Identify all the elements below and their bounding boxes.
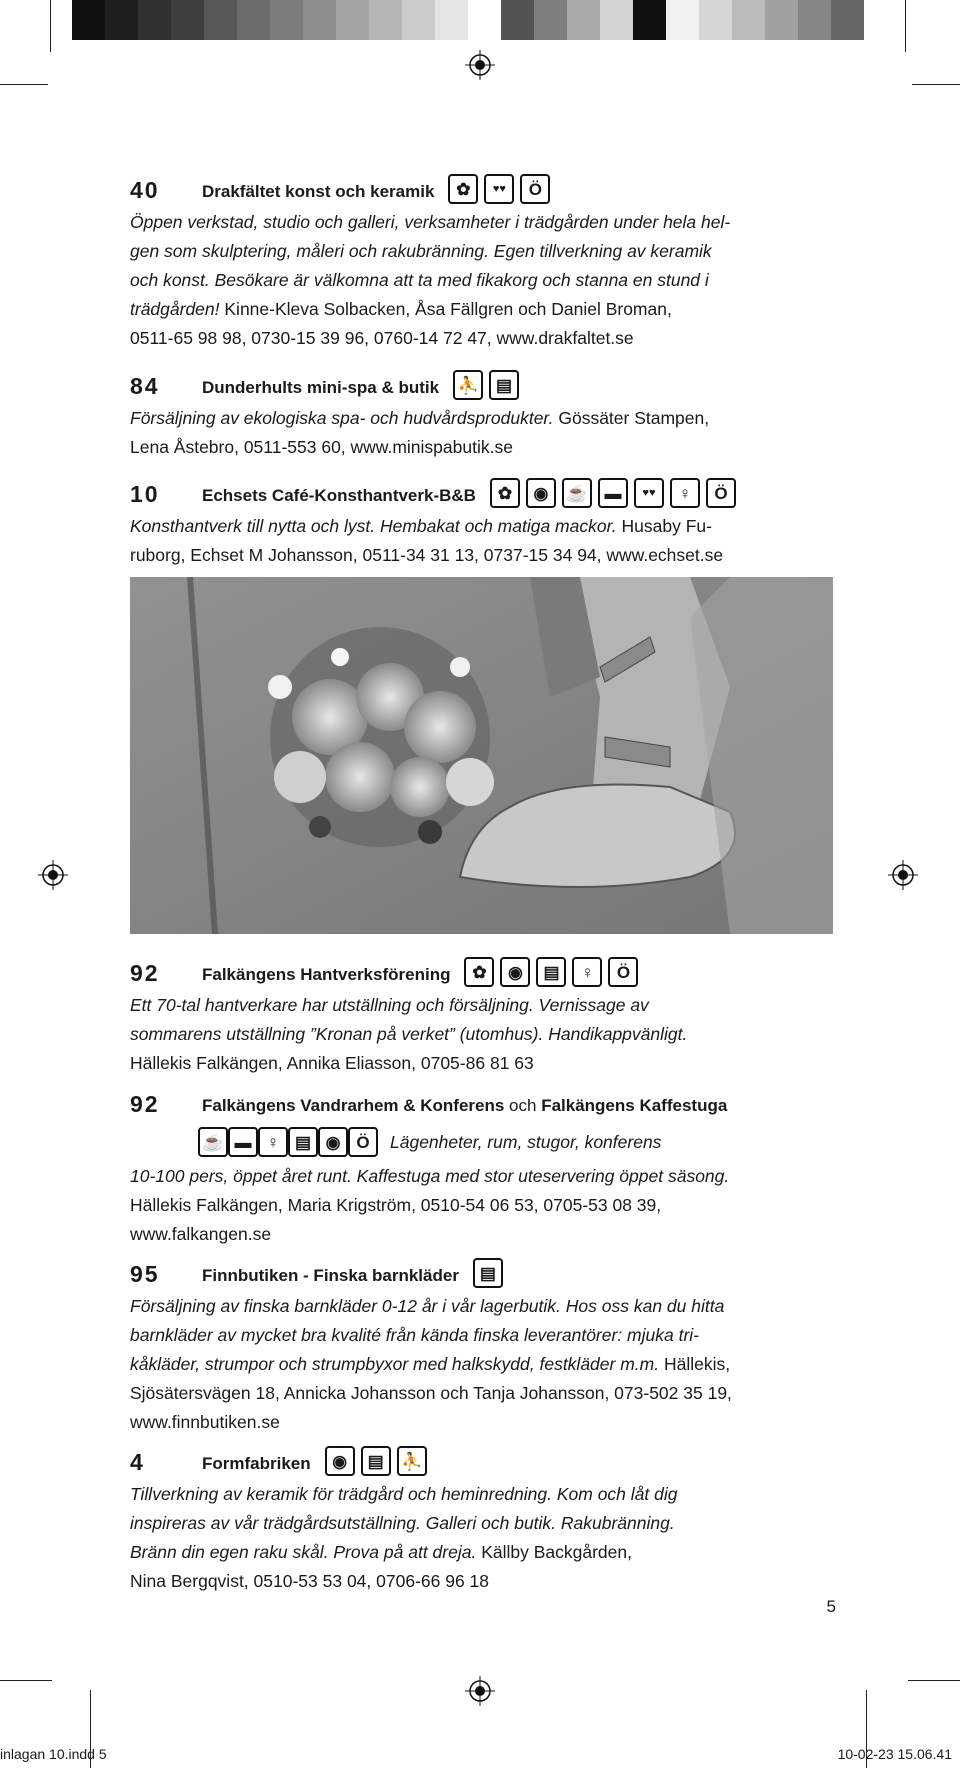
- hearts-icon: ♥♥: [484, 174, 514, 204]
- entry-header: [130, 1256, 850, 1292]
- entry-header: [130, 1086, 850, 1122]
- entry-name: Finnbutiken - Finska barnkläder: [202, 1266, 459, 1285]
- text-line: [130, 266, 850, 295]
- running-person-icon: ⛹: [397, 1446, 427, 1476]
- registration-mark-icon: [465, 50, 495, 80]
- contact-text: 0511-65 98 98, 0730-15 39 96, 0760-14 72 47, www.drakfaltet.se: [130, 328, 634, 348]
- bed-icon: ▬: [228, 1127, 258, 1157]
- entry-name: Drakfältet konst och keramik: [202, 182, 435, 201]
- o-umlaut-icon: Ö: [608, 957, 638, 987]
- text-line: [130, 1162, 850, 1191]
- color-swatch: [369, 0, 402, 40]
- text-line: [130, 1567, 850, 1596]
- entry-formfabriken: [130, 1444, 850, 1596]
- o-umlaut-icon: Ö: [348, 1127, 378, 1157]
- map-number: 4: [130, 1449, 145, 1475]
- entry-title: [202, 1256, 503, 1286]
- hearts-icon: ♥♥: [634, 478, 664, 508]
- text-line: [130, 295, 850, 324]
- shop-bag-icon: ▤: [536, 957, 566, 987]
- italic-text: Bränn din egen raku skål. Prova på att dreja.: [130, 1542, 477, 1562]
- color-swatch: [699, 0, 732, 40]
- entry-description: [130, 404, 850, 462]
- service-icons: [448, 174, 550, 204]
- text-line: [130, 324, 850, 353]
- contact-text: Gössäter Stampen,: [553, 408, 710, 428]
- color-swatch: [798, 0, 831, 40]
- crop-mark: [912, 84, 960, 85]
- entry-name: Falkängens Vandrarhem & Konferens: [202, 1096, 505, 1115]
- color-swatch: [435, 0, 468, 40]
- text-line: [130, 1191, 850, 1220]
- shop-bag-icon: ▤: [473, 1258, 503, 1288]
- entry-dunderhults: [130, 368, 850, 462]
- entry-description: [130, 1292, 850, 1437]
- map-number: 10: [130, 481, 160, 507]
- color-swatch: [204, 0, 237, 40]
- entry-name: Formfabriken: [202, 1454, 311, 1473]
- entry-title: [202, 955, 638, 985]
- entry-title: [202, 368, 519, 398]
- o-umlaut-icon: Ö: [706, 478, 736, 508]
- text-line: [130, 237, 850, 266]
- entry-falkangens-hantverksforening: [130, 955, 850, 1078]
- entry-header: [130, 955, 850, 991]
- registration-mark-icon: [888, 860, 918, 890]
- color-swatch: [336, 0, 369, 40]
- map-number: 92: [130, 1091, 160, 1117]
- entry-description: [130, 991, 850, 1078]
- color-swatch: [138, 0, 171, 40]
- entry-echsets: [130, 476, 850, 570]
- color-swatch: [666, 0, 699, 40]
- contact-text: Lena Åstebro, 0511-553 60, www.minispabutik.se: [130, 437, 513, 457]
- shop-bag-icon: ▤: [361, 1446, 391, 1476]
- entry-name: Falkängens Hantverksförening: [202, 965, 451, 984]
- gear-icon: ✿: [490, 478, 520, 508]
- running-person-icon: ⛹: [453, 370, 483, 400]
- entry-name: Dunderhults mini-spa & butik: [202, 378, 440, 397]
- eye-icon: ◉: [318, 1127, 348, 1157]
- text-line: [130, 991, 850, 1020]
- entry-header: [130, 172, 850, 208]
- map-number: 92: [130, 960, 160, 986]
- entry-name-second: Falkängens Kaffestuga: [541, 1096, 728, 1115]
- color-swatch: [567, 0, 600, 40]
- entry-title: [202, 1096, 727, 1116]
- crop-mark: [0, 1680, 52, 1681]
- text-line: [130, 1538, 850, 1567]
- entry-title: [202, 1444, 427, 1474]
- entry-header: [130, 476, 850, 512]
- service-icons-row: [198, 1122, 850, 1162]
- page-number: 5: [826, 1597, 836, 1616]
- italic-text: sommarens utställning ”Kronan på verket” (utomhus). Handikappvänligt.: [130, 1024, 688, 1044]
- text-line: [130, 208, 850, 237]
- italic-text: barnkläder av mycket bra kvalité från kända finska leverantörer: mjuka tri-: [130, 1325, 699, 1345]
- entry-finnbutiken: [130, 1256, 850, 1437]
- text-line: [130, 433, 850, 462]
- italic-text: Tillverkning av keramik för trädgård och heminredning. Kom och låt dig: [130, 1484, 678, 1504]
- person-icon: ♀: [258, 1127, 288, 1157]
- color-swatch: [831, 0, 864, 40]
- contact-text: Kinne-Kleva Solbacken, Åsa Fällgren och Daniel Broman,: [219, 299, 672, 319]
- bouquet-and-shoe-photo: [130, 577, 833, 934]
- color-swatch: [468, 0, 501, 40]
- contact-text: Källby Backgården,: [476, 1542, 632, 1562]
- color-swatch: [732, 0, 765, 40]
- contact-text: Hällekis,: [659, 1354, 731, 1374]
- italic-text: 10-100 pers, öppet året runt. Kaffestuga med stor uteservering öppet säsong.: [130, 1166, 730, 1186]
- contact-text: ruborg, Echset M Johansson, 0511-34 31 13, 0737-15 34 94, www.echset.se: [130, 545, 724, 565]
- registration-mark-icon: [465, 1676, 495, 1706]
- text-line: [130, 1480, 850, 1509]
- color-swatch: [402, 0, 435, 40]
- text-line: [130, 1049, 850, 1078]
- contact-text: Sjösätersvägen 18, Annicka Johansson och Tanja Johansson, 073-502 35 19,: [130, 1383, 732, 1403]
- text-line: [130, 1220, 850, 1249]
- service-icons: [473, 1258, 503, 1288]
- color-swatch: [501, 0, 534, 40]
- entry-description: [130, 208, 850, 353]
- italic-text: och konst. Besökare är välkomna att ta med fikakorg och stanna en stund i: [130, 270, 709, 290]
- contact-text: Hällekis Falkängen, Annika Eliasson, 0705-86 81 63: [130, 1053, 534, 1073]
- color-swatch: [237, 0, 270, 40]
- contact-text: www.falkangen.se: [130, 1224, 272, 1244]
- entry-name: Echsets Café-Konsthantverk-B&B: [202, 486, 476, 505]
- color-calibration-bar: [72, 0, 864, 40]
- color-swatch: [600, 0, 633, 40]
- slug-filename: inlagan 10.indd 5: [0, 1746, 107, 1762]
- italic-text: Ett 70-tal hantverkare har utställning och försäljning. Vernissage av: [130, 995, 649, 1015]
- entry-drakfaltet: [130, 172, 850, 353]
- text-line: [130, 512, 850, 541]
- contact-text: Nina Bergqvist, 0510-53 53 04, 0706-66 96 18: [130, 1571, 490, 1591]
- text-line: [130, 1350, 850, 1379]
- entry-title: [202, 476, 736, 506]
- contact-text: Hällekis Falkängen, Maria Krigström, 0510-54 06 53, 0705-53 08 39,: [130, 1195, 662, 1215]
- eye-icon: ◉: [500, 957, 530, 987]
- person-icon: ♀: [670, 478, 700, 508]
- map-number: 95: [130, 1261, 160, 1287]
- crop-mark: [50, 0, 51, 52]
- coffee-cup-icon: ☕: [562, 478, 592, 508]
- text-line: [130, 541, 850, 570]
- service-icons: [453, 370, 519, 400]
- crop-mark: [0, 84, 48, 85]
- text-line: [130, 1292, 850, 1321]
- person-icon: ♀: [572, 957, 602, 987]
- service-icons: [325, 1446, 427, 1476]
- entry-header: [130, 368, 850, 404]
- italic-text: gen som skulptering, måleri och rakubränning. Egen tillverkning av keramik: [130, 241, 712, 261]
- shop-bag-icon: ▤: [288, 1127, 318, 1157]
- crop-mark: [908, 1680, 960, 1681]
- eye-icon: ◉: [526, 478, 556, 508]
- shop-bag-icon: ▤: [489, 370, 519, 400]
- contact-text: Husaby Fu-: [616, 516, 712, 536]
- slug-timestamp: 10-02-23 15.06.41: [837, 1746, 952, 1762]
- entry-description: [130, 512, 850, 570]
- service-icons: [464, 957, 638, 987]
- connector-word: och: [504, 1096, 542, 1115]
- gear-icon: ✿: [448, 174, 478, 204]
- map-number: 84: [130, 373, 160, 399]
- text-line: [130, 1379, 850, 1408]
- italic-text: Försäljning av finska barnkläder 0-12 år i vår lagerbutik. Hos oss kan du hitta: [130, 1296, 725, 1316]
- text-line: [130, 404, 850, 433]
- color-swatch: [72, 0, 105, 40]
- color-swatch: [270, 0, 303, 40]
- entry-header: [130, 1444, 850, 1480]
- color-swatch: [633, 0, 666, 40]
- color-swatch: [534, 0, 567, 40]
- contact-text: www.finnbutiken.se: [130, 1412, 280, 1432]
- service-icons: [198, 1127, 378, 1157]
- color-swatch: [105, 0, 138, 40]
- eye-icon: ◉: [325, 1446, 355, 1476]
- entry-title: [202, 172, 550, 202]
- color-swatch: [303, 0, 336, 40]
- icons-caption: Lägenheter, rum, stugor, konferens: [390, 1131, 662, 1152]
- gear-icon: ✿: [464, 957, 494, 987]
- italic-text: Öppen verkstad, studio och galleri, verksamheter i trädgården under hela hel-: [130, 212, 731, 232]
- color-swatch: [171, 0, 204, 40]
- italic-text: Konsthantverk till nytta och lyst. Hembakat och matiga mackor.: [130, 516, 617, 536]
- map-number: 40: [130, 177, 160, 203]
- o-umlaut-icon: Ö: [520, 174, 550, 204]
- italic-text: trädgården!: [130, 299, 220, 319]
- bed-icon: ▬: [598, 478, 628, 508]
- registration-mark-icon: [38, 860, 68, 890]
- italic-text: Försäljning av ekologiska spa- och hudvårdsprodukter.: [130, 408, 554, 428]
- text-line: [130, 1408, 850, 1437]
- text-line: [130, 1509, 850, 1538]
- entry-description: [130, 1480, 850, 1596]
- italic-text: kåkläder, strumpor och strumpbyxor med halkskydd, festkläder m.m.: [130, 1354, 660, 1374]
- coffee-cup-icon: ☕: [198, 1127, 228, 1157]
- crop-mark: [905, 0, 906, 52]
- service-icons: [490, 478, 736, 508]
- color-swatch: [765, 0, 798, 40]
- text-line: [130, 1321, 850, 1350]
- text-line: [130, 1020, 850, 1049]
- italic-text: inspireras av vår trädgårdsutställning. Galleri och butik. Rakubränning.: [130, 1513, 675, 1533]
- entry-description: [130, 1162, 850, 1249]
- entry-falkangens-vandrarhem: [130, 1086, 850, 1249]
